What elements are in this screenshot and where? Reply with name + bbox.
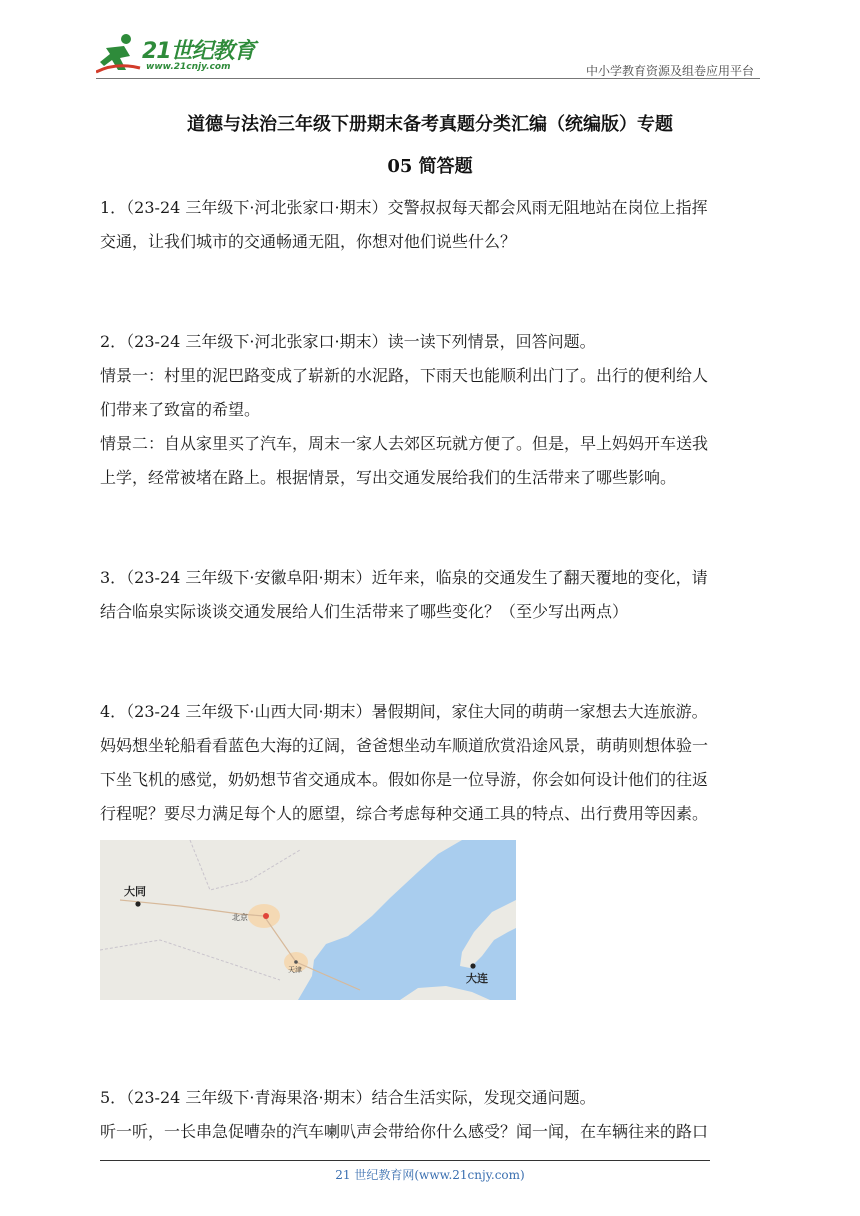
datong-marker xyxy=(135,901,140,906)
question-5-line-1: 5．（23-24 三年级下·青海果洛·期末）结合生活实际，发现交通问题。 xyxy=(100,1088,596,1107)
document-title: 道德与法治三年级下册期末备考真题分类汇编（统编版）专题 xyxy=(187,114,673,135)
footer-link[interactable]: 21 世纪教育网(www.21cnjy.com) xyxy=(335,1168,525,1182)
site-logo[interactable] xyxy=(96,32,276,76)
question-2 xyxy=(100,325,762,495)
logo-url: www.21cnjy.com xyxy=(146,62,231,72)
runner-logo-icon xyxy=(96,32,142,76)
page-header xyxy=(96,30,760,80)
question-2-line-3: 们带来了致富的希望。 xyxy=(100,400,261,419)
question-1 xyxy=(100,191,762,259)
question-4-line-4: 行程呢？要尽力满足每个人的愿望，综合考虑每种交通工具的特点、出行费用等因素。 xyxy=(100,804,709,823)
question-2-line-2: 情景一：村里的泥巴路变成了崭新的水泥路，下雨天也能顺利出门了。出行的便利给人 xyxy=(100,366,709,385)
dalian-label: 大连 xyxy=(466,972,488,985)
datong-label: 大同 xyxy=(124,885,146,898)
footer-divider xyxy=(100,1160,710,1161)
question-4-line-1: 4．（23-24 三年级下·山西大同·期末）暑假期间，家住大同的萌萌一家想去大连旅游。 xyxy=(100,702,708,721)
question-5-line-2: 听一听，一长串急促嘈杂的汽车喇叭声会带给你什么感受？闻一闻，在车辆往来的路口 xyxy=(100,1122,709,1141)
logo-text: 21世纪教育 xyxy=(142,39,255,64)
document-subtitle: 05 简答题 xyxy=(387,156,473,177)
map-graphic xyxy=(100,840,516,1000)
tianjin-label: 天津 xyxy=(288,966,302,974)
question-3-line-2: 结合临泉实际谈谈交通发展给人们生活带来了哪些变化？（至少写出两点） xyxy=(100,602,629,621)
header-divider xyxy=(96,78,760,79)
question-3 xyxy=(100,561,762,629)
question-4 xyxy=(100,695,762,831)
question-4-line-2: 妈妈想坐轮船看看蓝色大海的辽阔，爸爸想坐动车顺道欣赏沿途风景，萌萌则想体验一 xyxy=(100,736,709,755)
question-2-line-5: 上学，经常被堵在路上。根据情景，写出交通发展给我们的生活带来了哪些影响。 xyxy=(100,468,677,487)
beijing-marker xyxy=(263,913,269,919)
question-1-line-1: 1．（23-24 三年级下·河北张家口·期末）交警叔叔每天都会风雨无阻地站在岗位上指挥 xyxy=(100,198,708,217)
route-map xyxy=(100,840,516,1000)
question-5 xyxy=(100,1081,762,1149)
question-3-line-1: 3．（23-24 三年级下·安徽阜阳·期末）近年来，临泉的交通发生了翻天覆地的变化，请 xyxy=(100,568,708,587)
question-2-line-4: 情景二：自从家里买了汽车，周末一家人去郊区玩就方便了。但是，早上妈妈开车送我 xyxy=(100,434,709,453)
beijing-label: 北京 xyxy=(232,913,248,922)
question-2-line-1: 2．（23-24 三年级下·河北张家口·期末）读一读下列情景，回答问题。 xyxy=(100,332,596,351)
question-1-line-2: 交通，让我们城市的交通畅通无阻，你想对他们说些什么？ xyxy=(100,232,517,251)
platform-label: 中小学教育资源及组卷应用平台 xyxy=(585,64,754,78)
dalian-marker xyxy=(470,963,475,968)
tianjin-marker xyxy=(294,960,298,964)
question-4-line-3: 下坐飞机的感觉，奶奶想节省交通成本。假如你是一位导游，你会如何设计他们的往返 xyxy=(100,770,709,789)
